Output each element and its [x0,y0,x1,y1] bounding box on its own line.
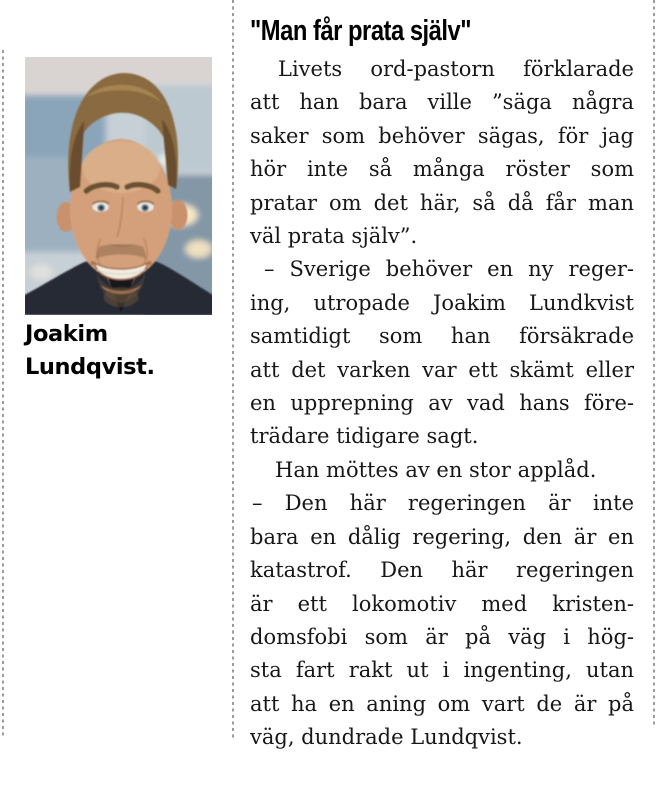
article-line: – Den här regeringen är inte [252,491,634,516]
article-line: är ett lokomotiv med kristen- [250,591,634,616]
article-line: pratar om det här, så då får man [250,190,634,215]
article-line: väl prata själv”. [250,224,418,249]
article-line: en upprepning av vad hans före- [250,391,634,416]
photo-caption-line: Joakim [25,321,108,347]
column-divider-left [2,50,4,738]
portrait-photo [25,57,212,315]
article-line: – Sverige behöver en ny reger- [264,257,634,282]
article-paragraph [250,53,634,253]
photo-caption-line: Lundqvist. [25,354,155,380]
article-line: att det varken var ett skämt eller [250,357,634,382]
article-paragraph [250,253,634,453]
article-body [250,53,634,755]
article-photo [25,57,212,315]
article-line: sta fart rakt ut i ingenting, utan [250,658,634,683]
article-line: att han bara ville ”säga några [250,90,634,115]
photo-caption [25,318,225,384]
article-line: hör inte så många röster som [250,157,634,182]
article-line: saker som behöver sägas, för jag [250,123,634,148]
column-divider-right [653,0,655,726]
article-paragraph [250,454,634,487]
article-line: trädare tidigare sagt. [250,424,479,449]
article-column [250,0,634,755]
article-line: ing, utropade Joakim Lundkvist [250,290,634,315]
article-paragraph [250,487,634,754]
article-line: domsfobi som är på väg i hög- [250,624,634,649]
article-headline [250,16,634,47]
article-line: Han möttes av en stor applåd. [275,457,597,482]
article-line: katastrof. Den här regeringen [250,558,634,583]
article-headline-text: "Man får prata själv" [250,15,472,47]
article-line: att ha en aning om vart de är på [250,691,634,716]
column-divider-middle [232,0,234,741]
article-line: samtidigt som han försäkrade [250,324,634,349]
article-line: väg, dundrade Lundqvist. [250,725,523,750]
article-line: bara en dålig regering, den är en [250,524,634,549]
article-line: Livets ord-pastorn förklarade [278,57,634,81]
